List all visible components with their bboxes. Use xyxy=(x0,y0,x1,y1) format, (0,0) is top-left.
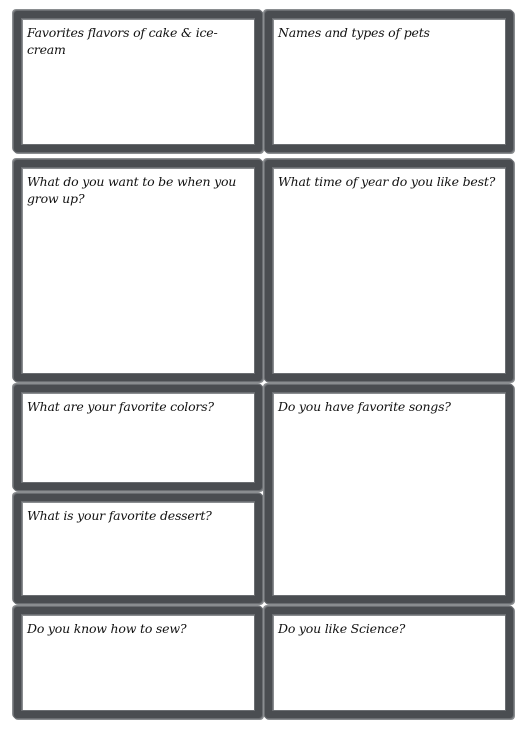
answer-box-dessert[interactable] xyxy=(14,494,262,603)
answer-box-time-of-year[interactable] xyxy=(265,160,513,381)
answer-box-cake-icecream[interactable] xyxy=(14,11,262,152)
prompt-science: Do you like Science? xyxy=(278,621,406,636)
prompt-sew: Do you know how to sew? xyxy=(27,621,187,636)
prompt-grow-up: What do you want to be when you grow up? xyxy=(27,174,237,206)
answer-box-pets[interactable] xyxy=(265,11,513,152)
answer-box-songs[interactable] xyxy=(265,385,513,603)
prompt-pets: Names and types of pets xyxy=(278,25,430,40)
prompt-cake-icecream: Favorites flavors of cake & ice-cream xyxy=(27,25,218,57)
answer-box-grow-up[interactable] xyxy=(14,160,262,381)
answer-box-colors[interactable] xyxy=(14,385,262,490)
prompt-dessert: What is your favorite dessert? xyxy=(27,508,212,523)
answer-box-science[interactable] xyxy=(265,607,513,718)
prompt-songs: Do you have favorite songs? xyxy=(278,399,451,414)
prompt-time-of-year: What time of year do you like best? xyxy=(278,174,496,189)
prompt-colors: What are your favorite colors? xyxy=(27,399,214,414)
answer-box-sew[interactable] xyxy=(14,607,262,718)
